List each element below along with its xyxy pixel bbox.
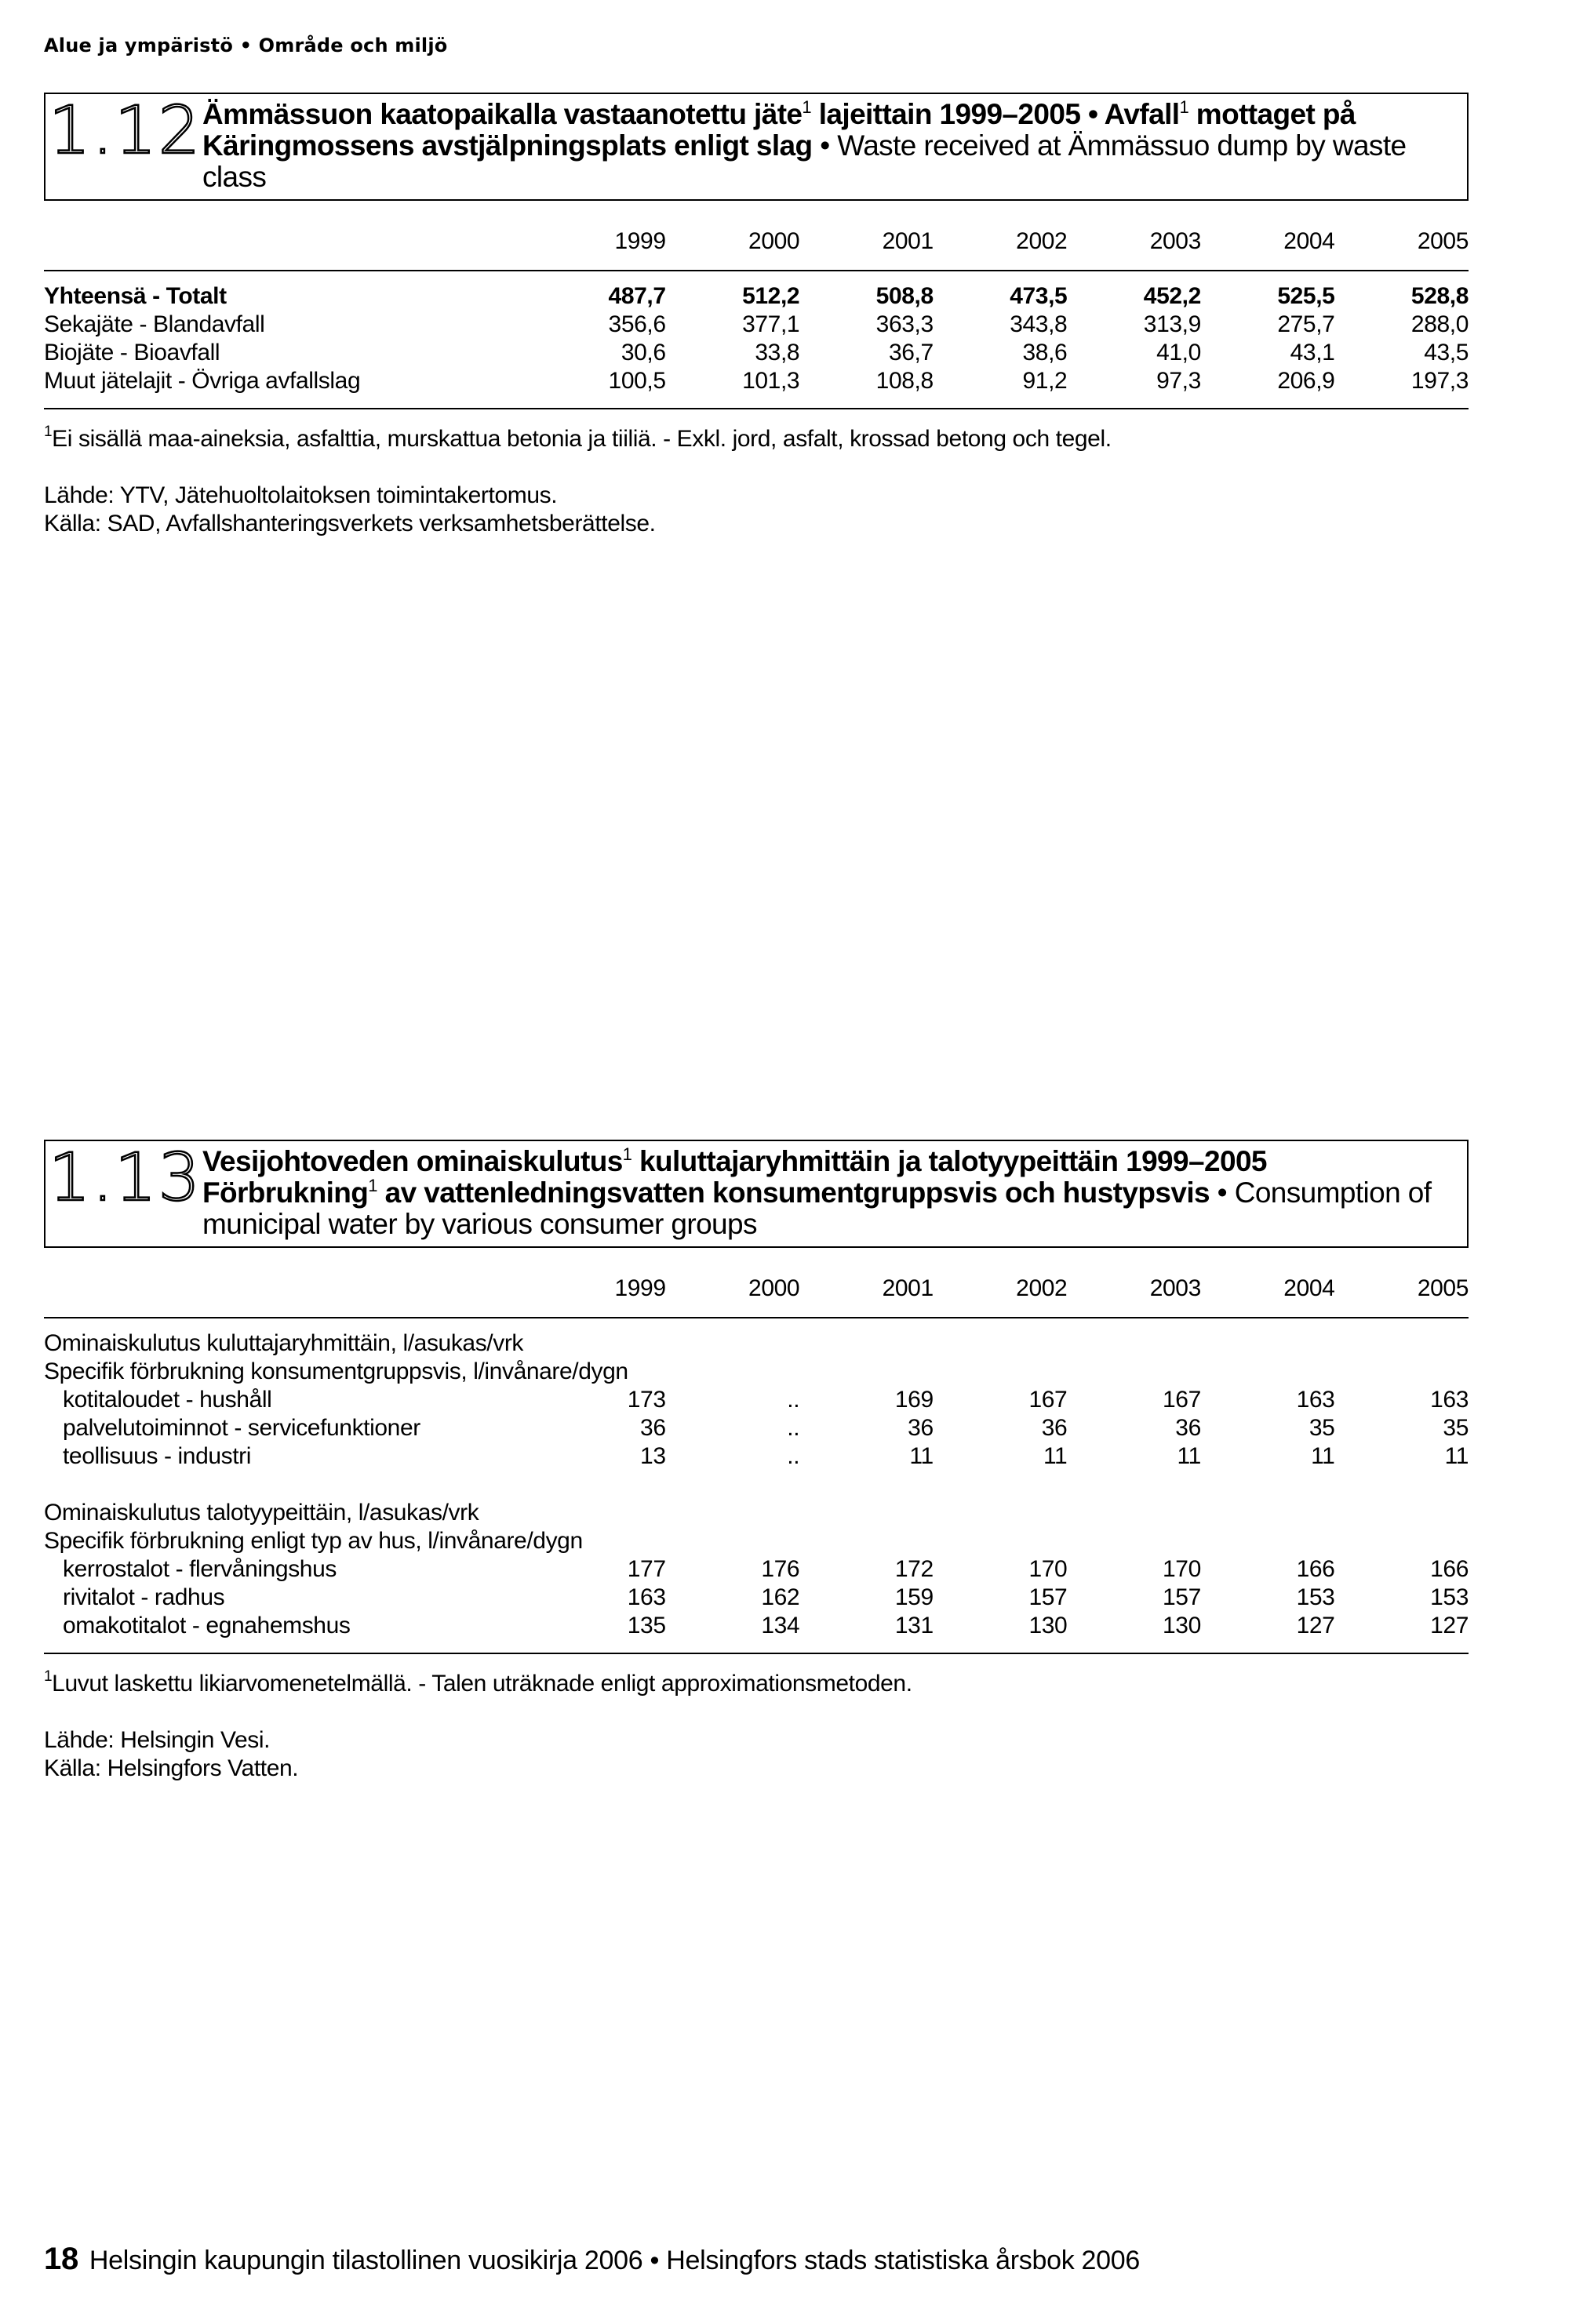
year-header: 2001: [799, 1275, 934, 1318]
table-title: [202, 99, 1443, 193]
header-label-cell: [44, 1275, 532, 1318]
cell-value: 177: [627, 1556, 666, 1582]
cell-value: ..: [787, 1415, 800, 1441]
cell-value: 135: [532, 1612, 666, 1653]
row-label: omakotitalot - egnahemshus: [44, 1612, 532, 1653]
cell-value: 508,8: [875, 283, 934, 309]
cell-value: 170: [1163, 1556, 1201, 1582]
cell-value: 167: [1028, 1387, 1068, 1413]
cell-value: 170: [1028, 1556, 1068, 1582]
year-header: 2001: [799, 227, 934, 271]
row-label: kerrostalot - flervåningshus: [63, 1556, 337, 1582]
cell-value: 127: [1201, 1612, 1335, 1653]
header-label-cell: [44, 227, 532, 271]
footnote-marker: 1: [44, 424, 53, 440]
spacer-row: [44, 1471, 1469, 1499]
cell-value: 313,9: [1143, 311, 1201, 337]
cell-value: 162: [761, 1584, 800, 1610]
title-bold-part: Ämmässuon kaatopaikalla vastaanotettu jäte: [202, 98, 803, 130]
cell-value: 36: [640, 1415, 666, 1441]
table-row: [44, 1584, 1469, 1612]
table-row: [44, 1442, 1469, 1471]
table-number: 1.12: [49, 92, 202, 169]
cell-value: 163: [627, 1584, 666, 1610]
table-row: [44, 1612, 1469, 1653]
table-title-box: [44, 1140, 1469, 1248]
row-label: Muut jätelajit - Övriga avfallslag: [44, 367, 532, 409]
cell-value: 163: [1296, 1387, 1335, 1413]
cell-value: ..: [787, 1387, 800, 1413]
cell-value: 275,7: [1277, 311, 1335, 337]
title-bold-part: kuluttajaryhmittäin ja talotyypeittäin 1999–2005 Förbrukning: [202, 1145, 1267, 1209]
table-title-box: [44, 93, 1469, 201]
row-label: Yhteensä - Totalt: [44, 283, 227, 309]
table-row: [44, 367, 1469, 409]
title-english: • Waste received at Ämmässuo dump by waste class: [202, 129, 1407, 193]
footnote: [44, 1670, 1469, 1698]
year-header: 2004: [1201, 227, 1335, 271]
footer-text: Helsingin kaupungin tilastollinen vuosikirja 2006 • Helsingfors stads statistiska årsbok 2006: [89, 2246, 1140, 2275]
group-heading-row: [44, 1499, 1469, 1527]
footnote: [44, 425, 1469, 453]
year-header-row: [44, 1275, 1469, 1318]
cell-value: 134: [666, 1612, 800, 1653]
cell-value: 173: [627, 1387, 666, 1413]
title-superscript: 1: [368, 1176, 377, 1195]
source: [44, 1726, 1469, 1783]
table-row: [44, 1386, 1469, 1414]
cell-value: 153: [1430, 1584, 1469, 1610]
row-label: Biojäte - Bioavfall: [44, 340, 220, 366]
year-header: 1999: [532, 1275, 666, 1318]
footnote-text: Ei sisällä maa-aineksia, asfalttia, murskattua betonia ja tiiliä. - Exkl. jord, asfalt, krossad betong och tegel.: [52, 426, 1112, 452]
year-header: 2005: [1334, 1275, 1469, 1318]
cell-value: 101,3: [666, 367, 800, 409]
cell-value: 38,6: [1022, 340, 1068, 366]
title-superscript: 1: [622, 1144, 632, 1164]
cell-value: 166: [1296, 1556, 1335, 1582]
cell-value: 452,2: [1143, 283, 1201, 309]
year-header: 2003: [1067, 227, 1201, 271]
cell-value: 36: [908, 1415, 934, 1441]
cell-value: 163: [1430, 1387, 1469, 1413]
cell-value: 33,8: [755, 340, 800, 366]
title-superscript: 1: [1179, 97, 1189, 117]
cell-value: 206,9: [1201, 367, 1335, 409]
data-table: [44, 1275, 1469, 1654]
cell-value: 127: [1334, 1612, 1469, 1653]
table-row: [44, 339, 1469, 367]
group-heading: Specifik förbrukning enligt typ av hus, l/invånare/dygn: [44, 1528, 583, 1554]
group-heading-row: [44, 1358, 1469, 1386]
footnote-text: Luvut laskettu likiarvomenetelmällä. - Talen uträknade enligt approximationsmetoden.: [52, 1671, 912, 1697]
section-header: Alue ja ympäristö • Område och miljö: [44, 35, 448, 56]
page-footer: [44, 2242, 1140, 2277]
cell-value: 157: [1028, 1584, 1068, 1610]
cell-value: 36: [1041, 1415, 1068, 1441]
cell-value: 35: [1308, 1415, 1335, 1441]
source-swedish: Källa: Helsingfors Vatten.: [44, 1755, 299, 1781]
cell-value: 11: [1444, 1443, 1469, 1469]
year-header: 1999: [532, 227, 666, 271]
footnote-marker: 1: [44, 1668, 53, 1685]
cell-value: 30,6: [621, 340, 666, 366]
year-header-row: [44, 227, 1469, 271]
year-header: 2002: [934, 1275, 1068, 1318]
cell-value: 11: [1177, 1443, 1201, 1469]
cell-value: 91,2: [934, 367, 1068, 409]
group-heading: Ominaiskulutus kuluttajaryhmittäin, l/asukas/vrk: [44, 1330, 524, 1356]
title-superscript: 1: [802, 97, 812, 117]
cell-value: 356,6: [608, 311, 666, 337]
cell-value: 11: [909, 1443, 934, 1469]
group-heading: Ominaiskulutus talotyypeittäin, l/asukas/vrk: [44, 1500, 479, 1526]
cell-value: 473,5: [1010, 283, 1068, 309]
year-header: 2004: [1201, 1275, 1335, 1318]
year-header: 2000: [666, 227, 800, 271]
cell-value: 100,5: [532, 367, 666, 409]
cell-value: 43,1: [1290, 340, 1335, 366]
cell-value: 172: [894, 1556, 934, 1582]
cell-value: 512,2: [742, 283, 800, 309]
cell-value: 11: [1311, 1443, 1335, 1469]
cell-value: 35: [1443, 1415, 1469, 1441]
cell-value: 97,3: [1067, 367, 1201, 409]
row-label: rivitalot - radhus: [63, 1584, 225, 1610]
cell-value: 153: [1296, 1584, 1335, 1610]
table-number: 1.13: [49, 1139, 202, 1216]
title-bold-part: mottaget på Käringmossens avstjälpningsplats enligt slag: [202, 98, 1356, 162]
source-swedish: Källa: SAD, Avfallshanteringsverkets verksamhetsberättelse.: [44, 511, 656, 536]
table-row: [44, 311, 1469, 339]
cell-value: 166: [1430, 1556, 1469, 1582]
year-header: 2002: [934, 227, 1068, 271]
cell-value: 36,7: [888, 340, 934, 366]
row-label: palvelutoiminnot - servicefunktioner: [63, 1415, 420, 1441]
title-bold-part: av vattenledningsvatten konsumentgruppsvis och hustypsvis: [377, 1177, 1210, 1209]
table-title: [202, 1146, 1443, 1240]
cell-value: 528,8: [1410, 283, 1469, 309]
title-bold-part: Vesijohtoveden ominaiskulutus: [202, 1145, 623, 1177]
year-header: 2005: [1334, 227, 1469, 271]
row-label: kotitaloudet - hushåll: [63, 1387, 272, 1413]
cell-value: 159: [894, 1584, 934, 1610]
cell-value: 130: [934, 1612, 1068, 1653]
table-1-12: [44, 93, 1469, 538]
group-heading-row: [44, 1527, 1469, 1555]
row-label: teollisuus - industri: [63, 1443, 252, 1469]
row-label: Sekajäte - Blandavfall: [44, 311, 265, 337]
cell-value: 176: [761, 1556, 800, 1582]
page-number: 18: [44, 2242, 78, 2276]
title-english: • Consumption of municipal water by various consumer groups: [202, 1177, 1432, 1240]
cell-value: ..: [787, 1443, 800, 1469]
source-finnish: Lähde: YTV, Jätehuoltolaitoksen toimintakertomus.: [44, 482, 558, 508]
cell-value: 130: [1067, 1612, 1201, 1653]
cell-value: 197,3: [1334, 367, 1469, 409]
spacer-cell: [44, 1471, 1469, 1499]
table-1-13: [44, 1140, 1469, 1783]
year-header: 2000: [666, 1275, 800, 1318]
cell-value: 36: [1175, 1415, 1201, 1441]
cell-value: 108,8: [799, 367, 934, 409]
group-heading-row: [44, 1318, 1469, 1358]
cell-value: 487,7: [608, 283, 666, 309]
cell-value: 288,0: [1410, 311, 1469, 337]
data-table: [44, 227, 1469, 409]
cell-value: 41,0: [1156, 340, 1201, 366]
table-row-total: [44, 271, 1469, 311]
cell-value: 525,5: [1277, 283, 1335, 309]
cell-value: 43,5: [1424, 340, 1469, 366]
source: [44, 482, 1469, 538]
cell-value: 11: [1043, 1443, 1068, 1469]
cell-value: 343,8: [1010, 311, 1068, 337]
cell-value: 169: [894, 1387, 934, 1413]
cell-value: 13: [640, 1443, 666, 1469]
cell-value: 167: [1163, 1387, 1201, 1413]
cell-value: 131: [799, 1612, 934, 1653]
source-finnish: Lähde: Helsingin Vesi.: [44, 1727, 271, 1753]
cell-value: 157: [1163, 1584, 1201, 1610]
year-header: 2003: [1067, 1275, 1201, 1318]
cell-value: 377,1: [742, 311, 800, 337]
title-bold-part: lajeittain 1999–2005 • Avfall: [811, 98, 1180, 130]
table-row: [44, 1414, 1469, 1442]
group-heading: Specifik förbrukning konsumentgruppsvis, l/invånare/dygn: [44, 1358, 628, 1384]
table-row: [44, 1555, 1469, 1584]
cell-value: 363,3: [875, 311, 934, 337]
